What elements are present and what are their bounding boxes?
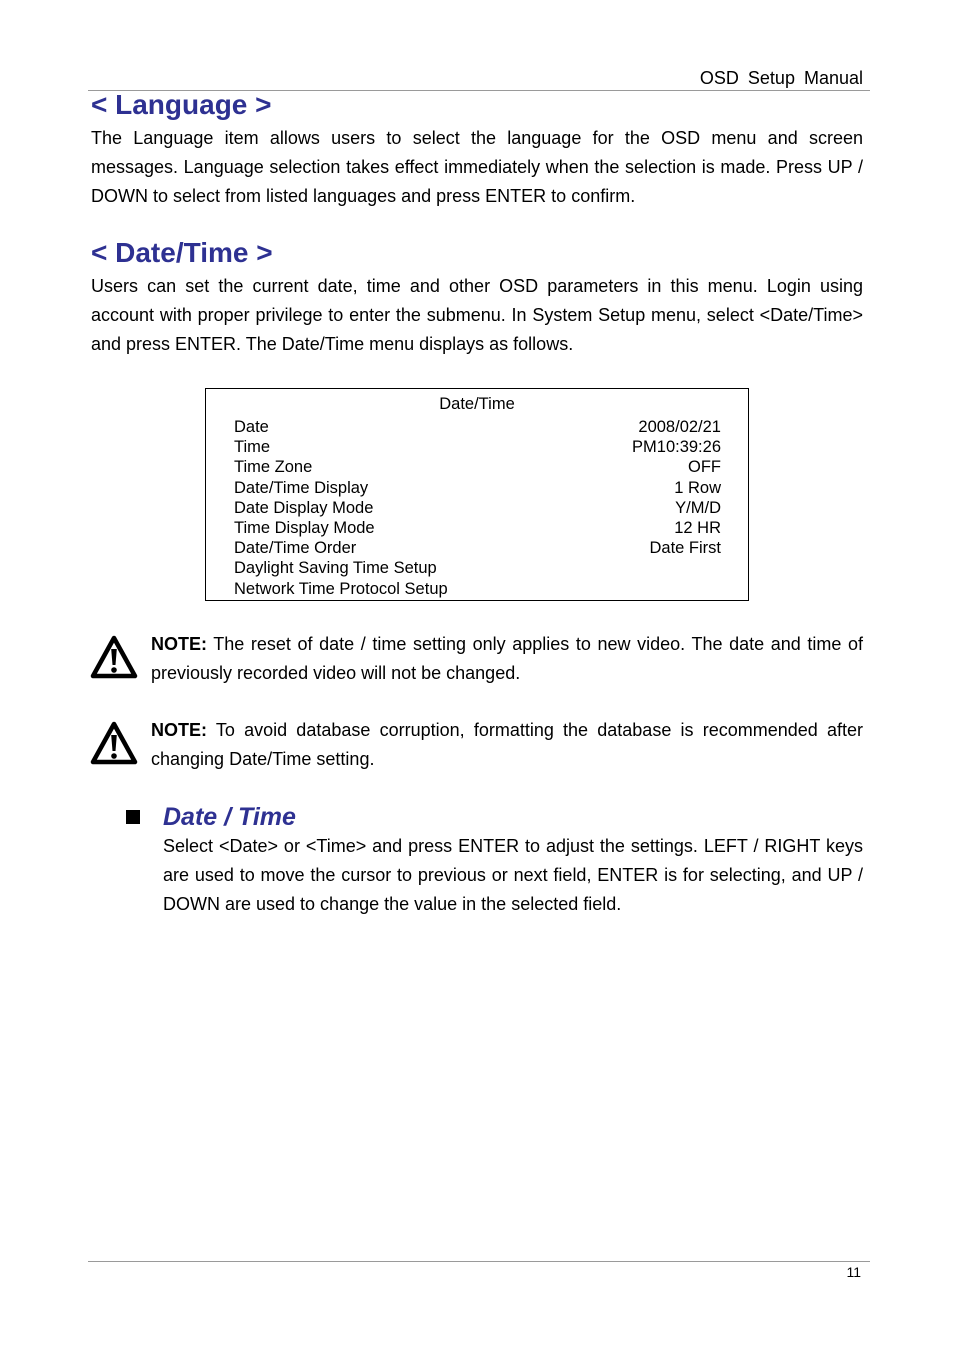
- note-body: The reset of date / time setting only applies to new video. The date and time of previously recorded video will not be changed.: [151, 634, 863, 683]
- subsection-heading: Date / Time: [163, 802, 296, 831]
- datetime-heading: < Date/Time >: [91, 237, 273, 268]
- note-text: [151, 716, 863, 774]
- menu-row-label: Time Zone: [234, 458, 313, 477]
- menu-row-date: [234, 417, 721, 437]
- subsection-heading-row: [126, 801, 296, 833]
- menu-row-value: 1 Row: [674, 478, 721, 497]
- menu-rows: [234, 417, 721, 599]
- page-number: 11: [846, 1264, 861, 1280]
- menu-row-time-display-mode: [234, 518, 721, 538]
- menu-row-datetime-order: [234, 538, 721, 558]
- footer-rule: [88, 1261, 870, 1262]
- warning-icon: [90, 635, 138, 679]
- menu-row-date-display-mode: [234, 498, 721, 518]
- menu-row-daylight-saving: [234, 558, 721, 578]
- menu-row-time-zone: [234, 457, 721, 477]
- menu-row-label: Time: [234, 438, 271, 457]
- menu-row-value: 2008/02/21: [638, 418, 721, 436]
- menu-row-value: Date First: [649, 539, 721, 558]
- menu-row-label: Time Display Mode: [234, 518, 375, 537]
- menu-row-value: 12 HR: [674, 518, 721, 537]
- menu-row-label: Date/Time Order: [234, 539, 357, 558]
- menu-row-datetime-display: [234, 478, 721, 498]
- menu-row-label: Date: [234, 418, 269, 436]
- language-paragraph: The Language item allows users to select the language for the OSD menu and screen messages. Language selection takes effect immediately when the selection is made. Press UP / DOWN to select from listed languages and press ENTER to confirm.: [91, 128, 863, 206]
- note-text: [151, 630, 863, 688]
- warning-icon: [90, 721, 138, 765]
- language-heading: < Language >: [91, 89, 272, 120]
- datetime-paragraph: Users can set the current date, time and other OSD parameters in this menu. Login using account with proper privilege to enter the submenu. In System Setup menu, select <Date/Time> and press ENTER. The Date/Time menu displays as follows.: [91, 276, 863, 354]
- note-label: NOTE:: [151, 720, 207, 740]
- note-body: To avoid database corruption, formatting the database is recommended after changing Date/Time setting.: [151, 720, 863, 769]
- datetime-menu-box: [205, 388, 749, 601]
- square-bullet-icon: [126, 810, 140, 824]
- note-label: NOTE:: [151, 634, 207, 654]
- menu-row-label: Network Time Protocol Setup: [234, 579, 448, 598]
- menu-row-value: OFF: [688, 458, 721, 477]
- subsection-paragraph: Select <Date> or <Time> and press ENTER to adjust the settings. LEFT / RIGHT keys are used to move the cursor to previous or next field, ENTER is for selecting, and UP / DOWN are used to change the value in the selected field.: [163, 836, 863, 914]
- menu-row-value: Y/M/D: [675, 498, 721, 517]
- menu-row-time: [234, 437, 721, 457]
- menu-row-label: Daylight Saving Time Setup: [234, 559, 437, 578]
- menu-row-label: Date Display Mode: [234, 498, 374, 517]
- menu-row-value: PM10:39:26: [632, 438, 721, 457]
- running-header: OSD Setup Manual: [699, 68, 863, 88]
- menu-row-label: Date/Time Display: [234, 478, 369, 497]
- menu-row-ntp-setup: [234, 579, 721, 599]
- menu-title: Date/Time: [439, 395, 515, 413]
